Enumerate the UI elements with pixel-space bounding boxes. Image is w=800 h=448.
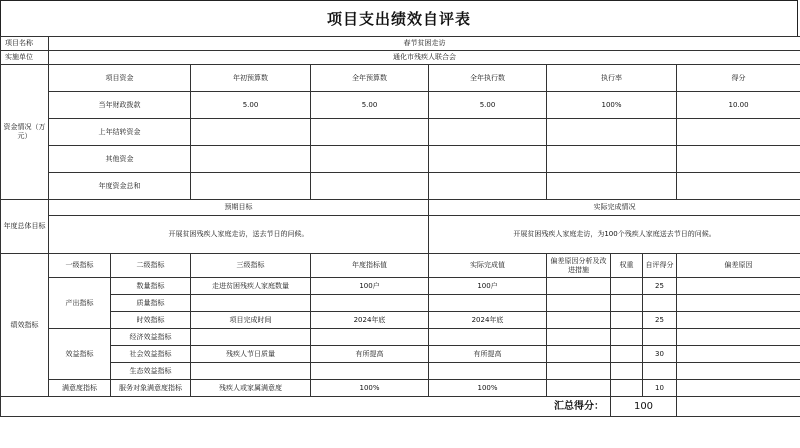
implementer-value: 通化市残疾人联合会 bbox=[49, 51, 800, 65]
funds-row-initial bbox=[191, 119, 311, 146]
ind-header-level2: 二级指标 bbox=[111, 254, 191, 278]
funds-row-score bbox=[677, 146, 800, 173]
funds-header-rate: 执行率 bbox=[547, 65, 677, 92]
funds-row-initial bbox=[191, 173, 311, 200]
funds-row-executed bbox=[429, 173, 547, 200]
ind-level2: 社会效益指标 bbox=[111, 346, 191, 363]
funds-row bbox=[1, 146, 800, 173]
ind-weight bbox=[611, 295, 643, 312]
funds-row-initial: 5.00 bbox=[191, 92, 311, 119]
ind-level2: 经济效益指标 bbox=[111, 329, 191, 346]
funds-row-score bbox=[677, 173, 800, 200]
funds-row-executed bbox=[429, 119, 547, 146]
indicator-row bbox=[1, 278, 800, 295]
indicator-row bbox=[1, 363, 800, 380]
ind-analysis bbox=[547, 363, 611, 380]
ind-analysis bbox=[547, 312, 611, 329]
ind-target: 有所提高 bbox=[311, 346, 429, 363]
funds-row-rate: 100% bbox=[547, 92, 677, 119]
ind-reason bbox=[677, 312, 800, 329]
funds-row-name: 年度资金总和 bbox=[49, 173, 191, 200]
project-name-value: 春节贫困走访 bbox=[49, 37, 800, 51]
ind-score bbox=[643, 295, 677, 312]
goals-expected-header: 预期目标 bbox=[49, 200, 429, 216]
funds-header-initial: 年初预算数 bbox=[191, 65, 311, 92]
funds-header-item: 项目资金 bbox=[49, 65, 191, 92]
ind-analysis bbox=[547, 278, 611, 295]
indicator-row bbox=[1, 295, 800, 312]
ind-header-level1: 一级指标 bbox=[49, 254, 111, 278]
ind-header-reason: 偏差原因 bbox=[677, 254, 800, 278]
ind-target: 100% bbox=[311, 380, 429, 397]
ind-actual: 100户 bbox=[429, 278, 547, 295]
ind-score bbox=[643, 363, 677, 380]
ind-reason bbox=[677, 346, 800, 363]
ind-target bbox=[311, 329, 429, 346]
goals-section-label: 年度总体目标 bbox=[1, 200, 49, 254]
indicator-row bbox=[1, 312, 800, 329]
sheet-title: 项目支出绩效自评表 bbox=[0, 0, 798, 36]
ind-level1: 满意度指标 bbox=[49, 380, 111, 397]
ind-actual: 2024年底 bbox=[429, 312, 547, 329]
funds-row-initial bbox=[191, 146, 311, 173]
funds-row-name: 上年结转资金 bbox=[49, 119, 191, 146]
ind-level3: 残疾人节日质量 bbox=[191, 346, 311, 363]
total-score-value: 100 bbox=[611, 397, 677, 417]
ind-score: 10 bbox=[643, 380, 677, 397]
ind-actual bbox=[429, 363, 547, 380]
indicators-section-label: 绩效指标 bbox=[1, 254, 49, 397]
ind-weight bbox=[611, 312, 643, 329]
ind-level2: 质量指标 bbox=[111, 295, 191, 312]
ind-weight bbox=[611, 363, 643, 380]
ind-target: 100户 bbox=[311, 278, 429, 295]
funds-row-annual bbox=[311, 119, 429, 146]
total-blank-cell bbox=[677, 397, 800, 417]
indicator-row bbox=[1, 346, 800, 363]
ind-analysis bbox=[547, 380, 611, 397]
total-score-label: 汇总得分： bbox=[1, 397, 611, 417]
ind-level3 bbox=[191, 295, 311, 312]
ind-weight bbox=[611, 278, 643, 295]
ind-weight bbox=[611, 329, 643, 346]
goals-expected-text: 开展贫困残疾人家庭走访，送去节日的问候。 bbox=[49, 216, 429, 254]
ind-level2: 服务对象满意度指标 bbox=[111, 380, 191, 397]
implementer-label: 实施单位 bbox=[1, 51, 49, 65]
goals-actual-header: 实际完成情况 bbox=[429, 200, 800, 216]
ind-score: 25 bbox=[643, 278, 677, 295]
ind-reason bbox=[677, 329, 800, 346]
ind-level3 bbox=[191, 363, 311, 380]
funds-row-score bbox=[677, 119, 800, 146]
funds-row-name: 其他资金 bbox=[49, 146, 191, 173]
ind-header-score: 自评得分 bbox=[643, 254, 677, 278]
ind-level3 bbox=[191, 329, 311, 346]
ind-target bbox=[311, 295, 429, 312]
ind-header-level3: 三级指标 bbox=[191, 254, 311, 278]
ind-level1: 效益指标 bbox=[49, 329, 111, 380]
ind-actual: 有所提高 bbox=[429, 346, 547, 363]
ind-score: 30 bbox=[643, 346, 677, 363]
funds-row-executed bbox=[429, 146, 547, 173]
evaluation-table bbox=[0, 36, 800, 417]
funds-header-score: 得分 bbox=[677, 65, 800, 92]
funds-row bbox=[1, 92, 800, 119]
ind-reason bbox=[677, 380, 800, 397]
ind-header-target: 年度指标值 bbox=[311, 254, 429, 278]
ind-analysis bbox=[547, 329, 611, 346]
ind-header-weight: 权重 bbox=[611, 254, 643, 278]
funds-row-rate bbox=[547, 119, 677, 146]
ind-level3: 走进贫困残疾人家庭数量 bbox=[191, 278, 311, 295]
funds-row-annual bbox=[311, 173, 429, 200]
funds-row-annual: 5.00 bbox=[311, 92, 429, 119]
ind-level2: 数量指标 bbox=[111, 278, 191, 295]
ind-level2: 生态效益指标 bbox=[111, 363, 191, 380]
ind-weight bbox=[611, 346, 643, 363]
ind-level1: 产出指标 bbox=[49, 278, 111, 329]
funds-section-label: 资金情况（万元） bbox=[1, 65, 49, 200]
funds-row bbox=[1, 173, 800, 200]
ind-target: 2024年底 bbox=[311, 312, 429, 329]
ind-analysis bbox=[547, 295, 611, 312]
indicator-row bbox=[1, 329, 800, 346]
funds-row bbox=[1, 119, 800, 146]
indicator-row bbox=[1, 380, 800, 397]
ind-level3: 残疾人或家属满意度 bbox=[191, 380, 311, 397]
ind-analysis bbox=[547, 346, 611, 363]
ind-actual bbox=[429, 329, 547, 346]
funds-row-rate bbox=[547, 173, 677, 200]
funds-row-name: 当年财政拨款 bbox=[49, 92, 191, 119]
ind-actual: 100% bbox=[429, 380, 547, 397]
funds-row-rate bbox=[547, 146, 677, 173]
ind-weight bbox=[611, 380, 643, 397]
ind-reason bbox=[677, 363, 800, 380]
ind-reason bbox=[677, 278, 800, 295]
funds-row-score: 10.00 bbox=[677, 92, 800, 119]
goals-actual-text: 开展贫困残疾人家庭走访，为100个残疾人家庭送去节日的问候。 bbox=[429, 216, 800, 254]
ind-level3: 项目完成时间 bbox=[191, 312, 311, 329]
funds-row-executed: 5.00 bbox=[429, 92, 547, 119]
funds-header-annual: 全年预算数 bbox=[311, 65, 429, 92]
ind-actual bbox=[429, 295, 547, 312]
project-name-label: 项目名称 bbox=[1, 37, 49, 51]
ind-header-analysis: 偏差原因分析及改进措施 bbox=[547, 254, 611, 278]
ind-header-actual: 实际完成值 bbox=[429, 254, 547, 278]
ind-reason bbox=[677, 295, 800, 312]
ind-target bbox=[311, 363, 429, 380]
funds-header-executed: 全年执行数 bbox=[429, 65, 547, 92]
ind-score: 25 bbox=[643, 312, 677, 329]
ind-score bbox=[643, 329, 677, 346]
funds-row-annual bbox=[311, 146, 429, 173]
ind-level2: 时效指标 bbox=[111, 312, 191, 329]
